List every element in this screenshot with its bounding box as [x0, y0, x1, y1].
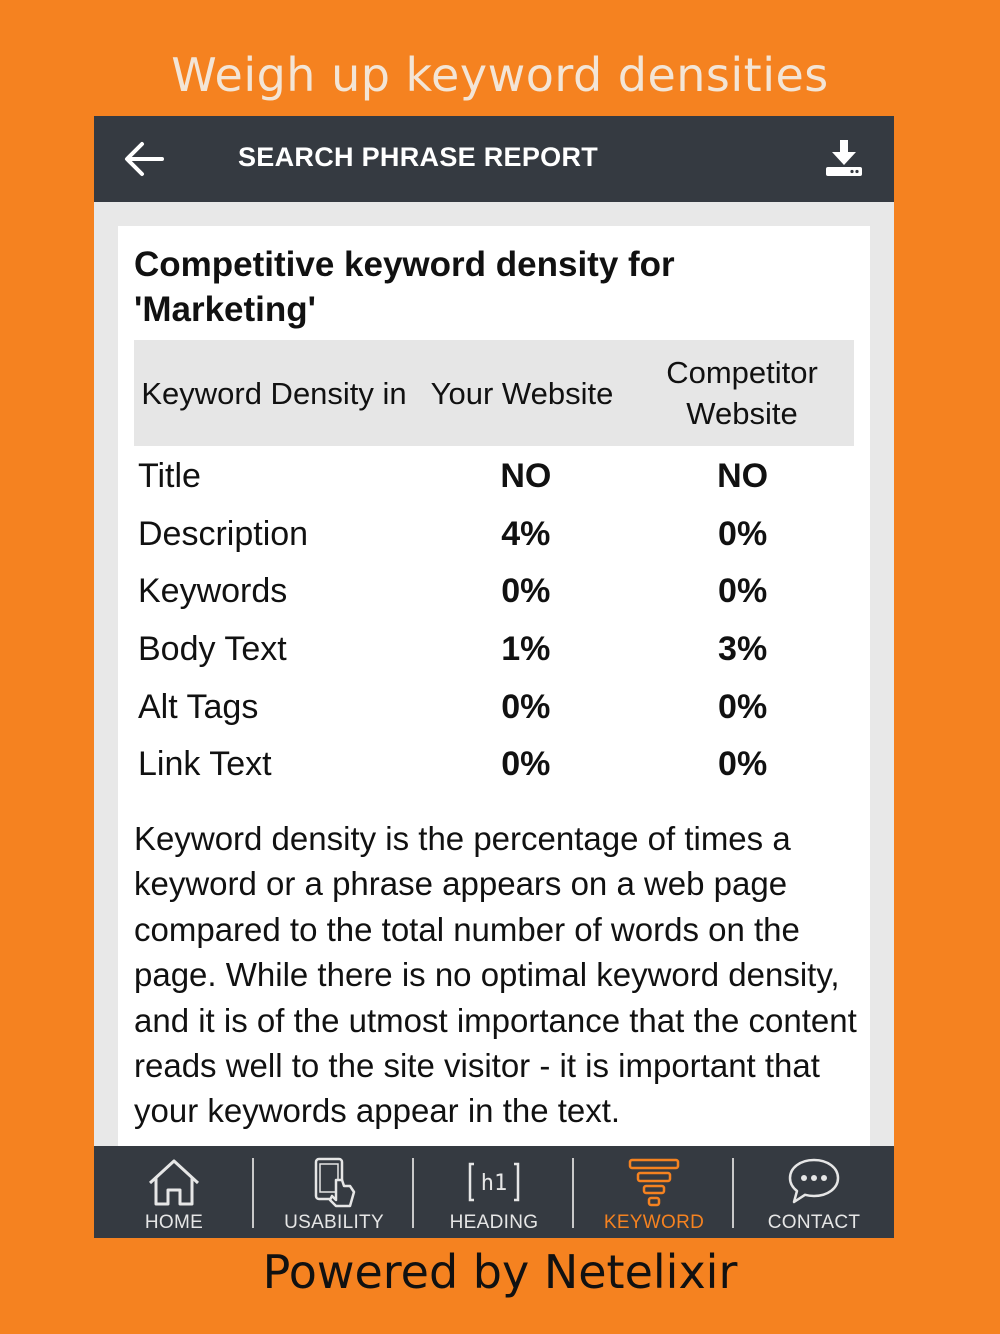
row-label: Body Text [138, 630, 287, 669]
tab-usability[interactable] [254, 1146, 414, 1238]
competitor-value: 0% [718, 745, 768, 784]
promo-headline: Weigh up keyword densities [171, 48, 829, 102]
your-website-value: 0% [501, 687, 551, 726]
competitor-value: 0% [718, 514, 768, 553]
tab-label: HEADING [449, 1212, 539, 1233]
app-bar [94, 116, 894, 202]
your-website-value: 0% [501, 745, 551, 784]
h1-heading-icon [466, 1156, 522, 1208]
row-label: Alt Tags [138, 687, 259, 726]
table-header [134, 340, 854, 446]
competitor-value: 0% [718, 572, 768, 611]
row-label: Title [138, 457, 201, 496]
promo-footer: Powered by Netelixir [262, 1245, 738, 1299]
tab-home[interactable] [94, 1146, 254, 1238]
keyword-icon [626, 1156, 682, 1208]
report-card [118, 226, 870, 1238]
bottom-tab-bar [94, 1146, 894, 1238]
tab-label: CONTACT [767, 1212, 861, 1233]
tab-label: HOME [144, 1212, 204, 1233]
usability-icon [306, 1156, 362, 1208]
row-label: Keywords [138, 572, 288, 611]
tab-label: KEYWORD [603, 1212, 705, 1233]
column-header-your-website: Your Website [430, 375, 614, 411]
column-header-density: Keyword Density in [141, 375, 407, 411]
competitor-value: 3% [718, 630, 768, 669]
row-label: Description [138, 514, 309, 553]
chat-bubble-icon [786, 1156, 842, 1208]
your-website-value: NO [500, 457, 552, 496]
app-screen [94, 116, 894, 1238]
tab-heading[interactable] [414, 1146, 574, 1238]
table-row [134, 678, 854, 736]
competitor-value: NO [717, 457, 769, 496]
table-row [134, 563, 854, 621]
tab-keyword[interactable] [574, 1146, 734, 1238]
home-icon [146, 1156, 202, 1208]
table-row [134, 448, 854, 506]
density-table [134, 448, 854, 794]
table-row [134, 736, 854, 794]
competitor-value: 0% [718, 687, 768, 726]
your-website-value: 0% [501, 572, 551, 611]
row-label: Link Text [138, 745, 272, 784]
report-heading: Competitive keyword density for 'Marketing' [134, 245, 675, 329]
tab-contact[interactable] [734, 1146, 894, 1238]
table-row [134, 506, 854, 564]
page-title: SEARCH PHRASE REPORT [238, 142, 599, 172]
column-header-competitor-website: Competitor Website [666, 355, 818, 431]
svg-text:h1: h1 [480, 1171, 508, 1196]
download-icon[interactable] [824, 138, 864, 178]
your-website-value: 4% [501, 514, 551, 553]
table-row [134, 621, 854, 679]
back-arrow-icon[interactable] [122, 138, 166, 180]
density-description: Keyword density is the percentage of times a keyword or a phrase appears on a web page compared to the total number of words on the page. While there is no optimal keyword density, and it is of the utmost importance that the content reads well to the site visitor - it is important that your keywords appear in the text. [134, 820, 857, 1130]
your-website-value: 1% [501, 630, 551, 669]
tab-label: USABILITY [284, 1212, 384, 1233]
